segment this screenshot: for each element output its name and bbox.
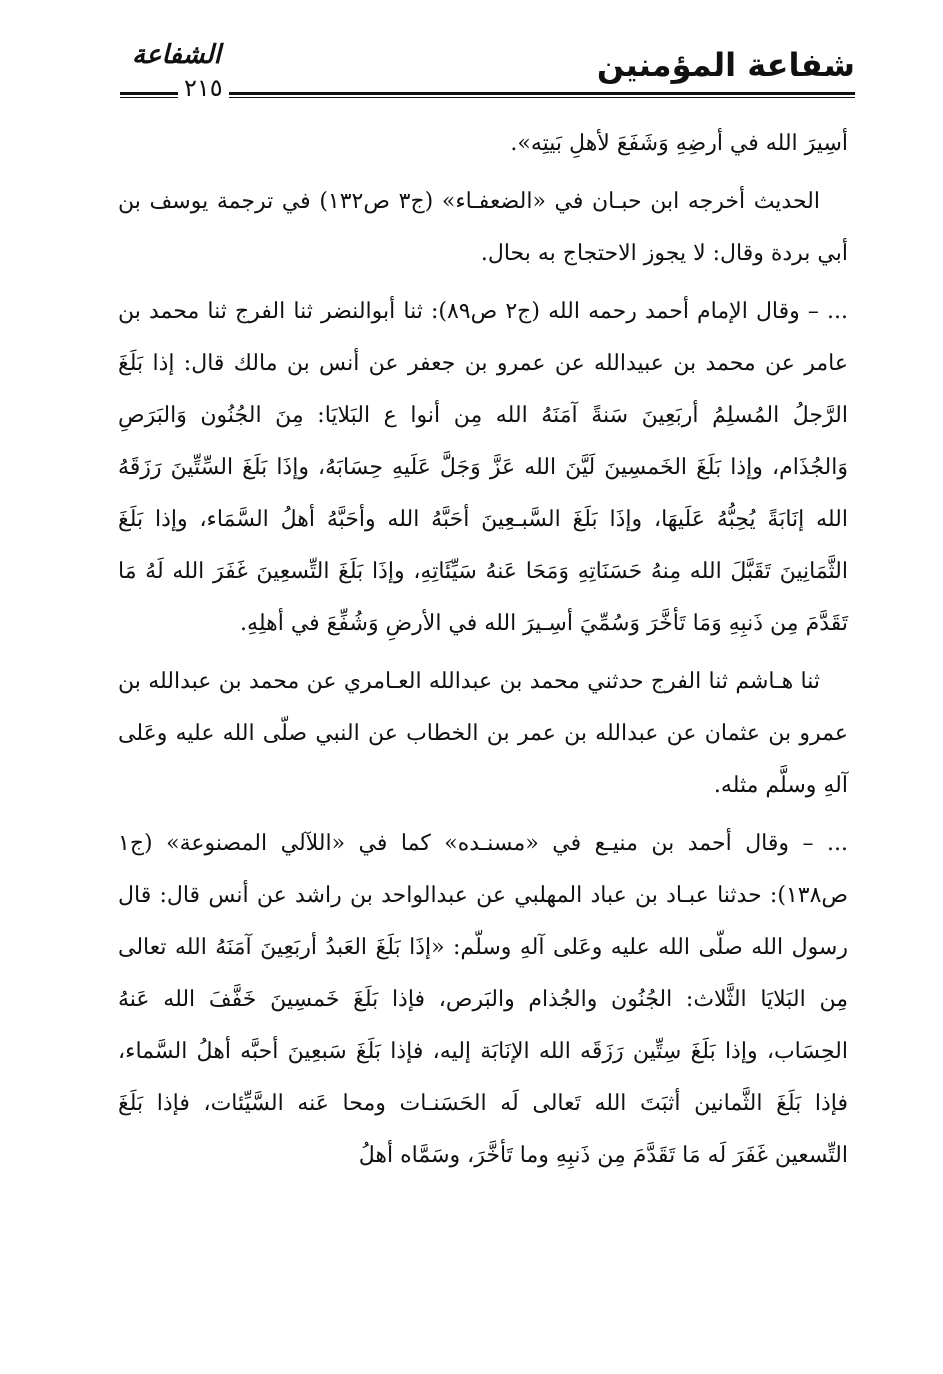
paragraph-second-chain: ثنا هـاشم ثنا الفرج حدثني محمد بن عبدالله العـامري عن محمد بن عبدالله بن عمرو بن عثمان عن عبدالله بن عمر بن الخطاب عن النبي صلّى الله عليه وعَلى آلهِ وسلَّم مثله. (118, 669, 848, 798)
page-header (120, 40, 855, 100)
header-rule (120, 92, 855, 95)
paragraph-ahmad-hadith: ... – وقال الإمام أحمد رحمه الله (ج٢ ص٨٩): ثنا أبوالنضر ثنا الفرج ثنا محمد بن عامر عن محمد بن عبيدالله عن عمرو بن جعفر عن أنس بن مالك قال: إذا بَلَغَ الرَّجلُ المُسلِمُ أربَعِينَ سَنةً آمَنَهُ الله مِن أنوا ع البَلايَا: مِنَ الجُنُون وَالبَرَصِ وَالجُذَام، وإذا بَلَغَ الخَمسِينَ لَيَّنَ الله عَزَّ وَجَلَّ عَلَيهِ حِسَابَهُ، وإذَا بَلَغَ السِّتِّينَ رَزَقَهُ الله إنَابَةً يُحِبُّهُ عَلَيهَا، وإذَا بَلَغَ السَّبـعِينَ أحَبَّهُ الله وأحَبَّهُ أهلُ السَّمَاء، وإذا بَلَغَ الثَّمَانِينَ تَقَبَّلَ الله مِنهُ حَسَنَاتِهِ وَمَحَا عَنهُ سَيِّئَاتِهِ، وإذَا بَلَغَ التِّسعِينَ غَفَرَ الله لَهُ مَا تَقَدَّمَ مِن ذَنبِهِ وَمَا تَأخَّرَ وَسُمِّيَ أسِـيرَ الله في الأرضِ وَشُفِّعَ في أهلِهِ. (118, 299, 849, 636)
paragraph-continuation: أسِيرَ الله في أرضِهِ وَشَفَعَ لأهلِ بَيتِه». (510, 131, 848, 156)
header-rule-thin (120, 97, 855, 98)
book-logo: الشفاعة (132, 40, 221, 70)
page-body (118, 118, 848, 1182)
running-title: شفاعة المؤمنين (596, 46, 855, 84)
paragraph-takhrij: الحديث أخرجه ابن حبـان في «الضعفـاء» (ج٣ ص١٣٢) في ترجمة يوسف بن أبي بردة وقال: لا يجوز الاحتجاج به بحال. (118, 189, 848, 266)
page-number: ٢١٥ (178, 74, 229, 102)
paragraph-ibn-mani-hadith: ... – وقال أحمد بن منيـع في «مسنـده» كما في «اللآلي المصنوعة» (ج١ ص١٣٨): حدثنا عبـاد بن عباد المهلبي عن عبدالواحد بن راشد عن أنس قال: قال رسول الله صلّى الله عليه وعَلى آلهِ وسلّم: «إذَا بَلَغَ العَبدُ أربَعِينَ آمَنَهُ الله تعالى مِن البَلايَا الثَّلاث: الجُنُون والجُذام والبَرص، فإذا بَلَغَ خَمسِينَ خَفَّفَ الله عَنهُ الحِسَاب، وإذا بَلَغَ سِتِّين رَزَقَه الله الإنَابَة إليه، فإذا بَلَغَ سَبعِينَ أحبَّه أهلُ السَّماء، فإذا بَلَغَ الثَّمانين أثبَتَ الله تَعالى لَه الحَسَنـات ومحا عَنه السَّيِّئات، فإذا بَلَغَ التِّسعين غَفَرَ لَه مَا تَقَدَّمَ مِن ذَنبِهِ وما تَأخَّرَ، وسَمَّاه أهلُ (118, 831, 848, 1168)
